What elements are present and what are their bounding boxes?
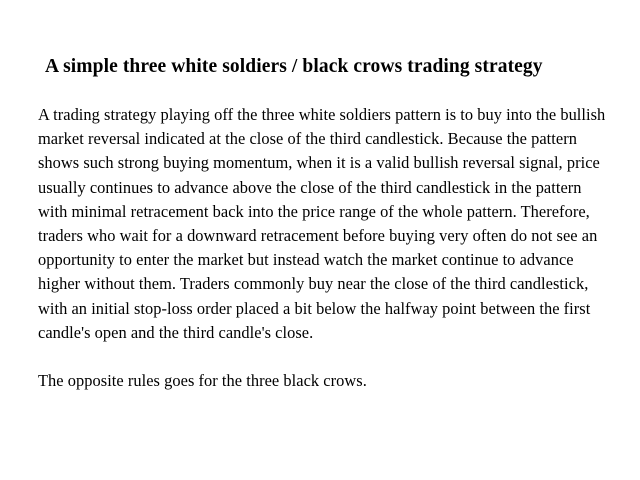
paragraph: The opposite rules goes for the three black crows. — [38, 371, 367, 391]
document-body — [38, 103, 610, 393]
paragraph: A trading strategy playing off the three white soldiers pattern is to buy into the bullish market reversal indicated at the close of the third candlestick. Because the pattern shows such strong buying momentum, when it is a valid bullish reversal signal, price usually continues to advance above the close of the third candlestick in the pattern with minimal retracement back into the price range of the whole pattern. Therefore, traders who wait for a downward retracement before buying very often do not see an opportunity to enter the market but instead watch the market continue to advance higher without them. Traders commonly buy near the close of the third candlestick, with an initial stop-loss order placed a bit below the halfway point between the first candle's open and the third candle's close. — [38, 105, 606, 342]
page-title: A simple three white soldiers / black crows trading strategy — [45, 56, 543, 78]
